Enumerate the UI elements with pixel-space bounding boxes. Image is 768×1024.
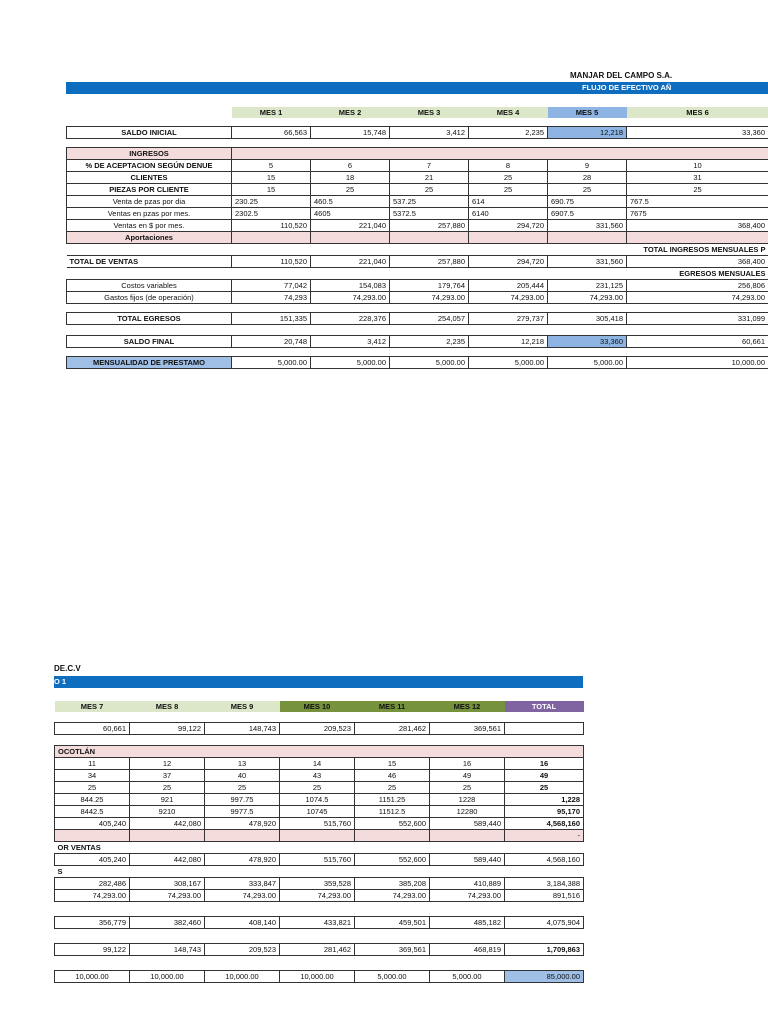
spacer: [67, 118, 768, 127]
costos-value: 308,167: [130, 878, 205, 890]
piezas-value: 25: [280, 782, 355, 794]
gastos-value: 74,293.00: [355, 890, 430, 902]
ventas_mes-value: 6140: [469, 208, 548, 220]
saldo_inicial-value: 33,360: [627, 127, 768, 139]
aportaciones-value: [430, 830, 505, 842]
aportaciones-value: [355, 830, 430, 842]
clientes-value: 28: [548, 172, 627, 184]
venta_dia-value: 1151.25: [355, 794, 430, 806]
aportaciones-value: [469, 232, 548, 244]
ventas_pesos-value: 515,760: [280, 818, 355, 830]
ventas_pesos-value: 442,080: [130, 818, 205, 830]
ocotlan-label: OCOTLÁN: [55, 746, 584, 758]
total_ventas-value: 4,568,160: [505, 854, 584, 866]
ventas_pesos-value: 294,720: [469, 220, 548, 232]
month-header: MES 6: [627, 107, 768, 118]
clientes-value: 40: [205, 770, 280, 782]
mensualidad-value: 10,000.00: [627, 357, 768, 369]
aportaciones-value: [232, 232, 311, 244]
spacer-row: [67, 139, 768, 148]
saldo_inicial-value: 15,748: [311, 127, 390, 139]
ventas_pesos-value: 4,568,160: [505, 818, 584, 830]
aportaciones-value: [627, 232, 768, 244]
costos-value: 333,847: [205, 878, 280, 890]
ventas_mes-value: 6907.5: [548, 208, 627, 220]
aceptacion-value: 14: [280, 758, 355, 770]
clientes-label: CLIENTES: [67, 172, 232, 184]
piezas-value: 25: [430, 782, 505, 794]
aceptacion-value: 15: [355, 758, 430, 770]
saldo_final-value: 20,748: [232, 336, 311, 348]
saldo_final-value: 148,743: [130, 944, 205, 956]
ingresos-label: INGRESOS: [67, 148, 232, 160]
aceptacion-value: 12: [130, 758, 205, 770]
saldo_final-value: 3,412: [311, 336, 390, 348]
month-header: MES 8: [130, 701, 205, 712]
total_egresos-value: 4,075,904: [505, 917, 584, 929]
aceptacion-value: 8: [469, 160, 548, 172]
gastos-value: 74,293: [232, 292, 311, 304]
saldo_final-value: 99,122: [55, 944, 130, 956]
costos-value: 359,528: [280, 878, 355, 890]
egresos-mensuales-label: EGRESOS MENSUALES: [679, 269, 766, 278]
aceptacion-value: 16: [505, 758, 584, 770]
ventas_mes-value: 7675: [627, 208, 768, 220]
month-header: MES 10: [280, 701, 355, 712]
aceptacion-value: 6: [311, 160, 390, 172]
piezas-value: 25: [311, 184, 390, 196]
total_egresos-value: 382,460: [130, 917, 205, 929]
aportaciones-total: -: [505, 830, 584, 842]
saldo_final-value: 1,709,863: [505, 944, 584, 956]
aceptacion-value: 13: [205, 758, 280, 770]
month-header: MES 3: [390, 107, 469, 118]
total_egresos-label: TOTAL EGRESOS: [67, 313, 232, 325]
saldo_inicial-row: [67, 127, 768, 139]
aportaciones-value: [311, 232, 390, 244]
venta_dia-value: 1074.5: [280, 794, 355, 806]
total_ventas-value: 478,920: [205, 854, 280, 866]
ventas_mes-value: 9210: [130, 806, 205, 818]
total_ventas-value: 442,080: [130, 854, 205, 866]
costos-row: [67, 280, 768, 292]
piezas-value: 25: [55, 782, 130, 794]
total_egresos-row: [67, 313, 768, 325]
venta_dia-label: Venta de pzas por dia: [67, 196, 232, 208]
ventas_pesos-label: Ventas en $ por mes.: [67, 220, 232, 232]
spacer: [55, 712, 584, 723]
aceptacion-value: 7: [390, 160, 469, 172]
saldo_final-row: [55, 944, 584, 956]
ventas_pesos-value: 110,520: [232, 220, 311, 232]
aportaciones-row: [55, 830, 584, 842]
aportaciones-value: [205, 830, 280, 842]
ventas_pesos-value: 478,920: [205, 818, 280, 830]
piezas-value: 25: [505, 782, 584, 794]
spacer-row: [67, 304, 768, 313]
venta_dia-value: 460.5: [311, 196, 390, 208]
costos-value: 3,184,388: [505, 878, 584, 890]
saldo_final-value: 60,661: [627, 336, 768, 348]
mensualidad-row: [67, 357, 768, 369]
aportaciones-label: Aportaciones: [67, 232, 232, 244]
clientes-value: 21: [390, 172, 469, 184]
month-header: MES 2: [311, 107, 390, 118]
spacer: [55, 902, 584, 917]
spacer: [67, 348, 768, 357]
ventas_pesos-value: 368,400: [627, 220, 768, 232]
ventas_pesos-value: 331,560: [548, 220, 627, 232]
costos-value: 205,444: [469, 280, 548, 292]
total_egresos-value: 305,418: [548, 313, 627, 325]
month-header: MES 4: [469, 107, 548, 118]
costos-value: 385,208: [355, 878, 430, 890]
saldo_inicial-value: 3,412: [390, 127, 469, 139]
gastos-value: 74,293.00: [390, 292, 469, 304]
spacer: [67, 304, 768, 313]
aceptacion-row: [67, 160, 768, 172]
aceptacion-value: 11: [55, 758, 130, 770]
piezas-value: 25: [130, 782, 205, 794]
total_ventas-value: 589,440: [430, 854, 505, 866]
costos-value: 282,486: [55, 878, 130, 890]
ventas_mes-row: [67, 208, 768, 220]
month-header: MES 11: [355, 701, 430, 712]
piezas-row: [67, 184, 768, 196]
piezas-value: 25: [205, 782, 280, 794]
total-ventas-value: 294,720: [469, 256, 548, 268]
piezas-value: 25: [355, 782, 430, 794]
gastos-value: 74,293.00: [280, 890, 355, 902]
total_egresos-value: 279,737: [469, 313, 548, 325]
total-ventas-label: TOTAL DE VENTAS: [67, 256, 232, 268]
costos-value: 77,042: [232, 280, 311, 292]
ventas_pesos-row: [67, 220, 768, 232]
piezas-value: 25: [469, 184, 548, 196]
clientes-value: 37: [130, 770, 205, 782]
spacer-row: [67, 325, 768, 336]
piezas-value: 25: [627, 184, 768, 196]
gastos-value: 74,293.00: [205, 890, 280, 902]
s-frag-row: [55, 866, 584, 878]
mensualidad-value: 5,000.00: [390, 357, 469, 369]
company-name: MANJAR DEL CAMPO S.A.: [570, 71, 673, 80]
aceptacion-value: 16: [430, 758, 505, 770]
piezas-label: PIEZAS POR CLIENTE: [67, 184, 232, 196]
total_egresos-value: 485,182: [430, 917, 505, 929]
total-ingresos-mensuales-row: [67, 244, 768, 256]
mensualidad-value: 5,000.00: [311, 357, 390, 369]
total_ventas-value: 515,760: [280, 854, 355, 866]
piezas-value: 15: [232, 184, 311, 196]
clientes-value: 46: [355, 770, 430, 782]
company-name-tail: DE.C.V: [54, 664, 81, 673]
total_egresos-value: 228,376: [311, 313, 390, 325]
cashflow-table-top: [66, 107, 768, 369]
aportaciones-value: [280, 830, 355, 842]
aportaciones-value: [130, 830, 205, 842]
gastos-value: 74,293.00: [55, 890, 130, 902]
mensualidad-value: 10,000.00: [205, 971, 280, 983]
gastos-value: 74,293.00: [548, 292, 627, 304]
or-ventas-label: OR VENTAS: [57, 843, 101, 852]
saldo_inicial-value: [505, 723, 584, 735]
total_egresos-value: 408,140: [205, 917, 280, 929]
piezas-value: 25: [548, 184, 627, 196]
spacer: [55, 929, 584, 944]
month-header: MES 5: [548, 107, 627, 118]
saldo_final-row: [67, 336, 768, 348]
ventas_pesos-value: 405,240: [55, 818, 130, 830]
venta_dia-value: 997.75: [205, 794, 280, 806]
aceptacion-value: 10: [627, 160, 768, 172]
piezas-value: 25: [390, 184, 469, 196]
saldo_inicial-value: 148,743: [205, 723, 280, 735]
month-header: MES 1: [232, 107, 311, 118]
spacer-row: [55, 929, 584, 944]
month-header-row: [67, 107, 768, 118]
clientes-value: 25: [469, 172, 548, 184]
venta_dia-value: 767.5: [627, 196, 768, 208]
spacer-row: [55, 956, 584, 971]
venta_dia-value: 230.25: [232, 196, 311, 208]
costos-value: 231,125: [548, 280, 627, 292]
saldo_inicial-value: 60,661: [55, 723, 130, 735]
saldo_inicial-value: 12,218: [548, 127, 627, 139]
mensualidad-label: MENSUALIDAD DE PRESTAMO: [67, 357, 232, 369]
total-ventas-value: 331,560: [548, 256, 627, 268]
spacer-row: [55, 712, 584, 723]
aceptacion-value: 9: [548, 160, 627, 172]
saldo_inicial-value: 281,462: [355, 723, 430, 735]
month-header: TOTAL: [505, 701, 584, 712]
costos-label: Costos variables: [67, 280, 232, 292]
s-fragment-label: S: [57, 867, 63, 876]
mensualidad-value: 5,000.00: [548, 357, 627, 369]
saldo_inicial-value: 209,523: [280, 723, 355, 735]
venta_dia-value: 614: [469, 196, 548, 208]
band-title-tail: O 1: [54, 677, 67, 686]
aceptacion-label: % DE ACEPTACION SEGÚN DENUE: [67, 160, 232, 172]
ventas_mes-value: 4605: [311, 208, 390, 220]
venta_dia-value: 921: [130, 794, 205, 806]
band-title: FLUJO DE EFECTIVO AÑ: [582, 83, 672, 92]
mensualidad-value: 85,000.00: [505, 971, 584, 983]
aportaciones-value: [548, 232, 627, 244]
clientes-row: [67, 172, 768, 184]
ventas_mes-value: 8442.5: [55, 806, 130, 818]
aceptacion-row: [55, 758, 584, 770]
saldo_final-value: 369,561: [355, 944, 430, 956]
blank-cell: [67, 268, 232, 280]
month-header: MES 9: [205, 701, 280, 712]
ventas_pesos-value: 221,040: [311, 220, 390, 232]
venta_dia-value: 1228: [430, 794, 505, 806]
ingresos-row: [67, 148, 768, 160]
venta_dia-value: 690.75: [548, 196, 627, 208]
spacer: [67, 325, 768, 336]
venta_dia-row: [55, 794, 584, 806]
ventas_pesos-value: 589,440: [430, 818, 505, 830]
total-ventas-value: 257,880: [390, 256, 469, 268]
mensualidad-value: 10,000.00: [130, 971, 205, 983]
saldo_inicial-value: 99,122: [130, 723, 205, 735]
costos-row: [55, 878, 584, 890]
clientes-value: 18: [311, 172, 390, 184]
ventas_mes-value: 2302.5: [232, 208, 311, 220]
saldo_inicial-label: SALDO INICIAL: [67, 127, 232, 139]
aportaciones-value: [390, 232, 469, 244]
clientes-row: [55, 770, 584, 782]
spacer: [55, 735, 584, 746]
month-header: MES 7: [55, 701, 130, 712]
costos-value: 256,806: [627, 280, 768, 292]
spacer-row: [67, 118, 768, 127]
gastos-value: 891,516: [505, 890, 584, 902]
saldo_final-label: SALDO FINAL: [67, 336, 232, 348]
saldo_final-value: 33,360: [548, 336, 627, 348]
total_egresos-value: 331,099: [627, 313, 768, 325]
total_egresos-value: 356,779: [55, 917, 130, 929]
ingresos-band: [232, 148, 768, 160]
mensualidad-value: 5,000.00: [355, 971, 430, 983]
saldo_final-value: 12,218: [469, 336, 548, 348]
saldo_final-value: 281,462: [280, 944, 355, 956]
saldo_inicial-value: 369,561: [430, 723, 505, 735]
mensualidad-value: 5,000.00: [232, 357, 311, 369]
total_egresos-value: 459,501: [355, 917, 430, 929]
venta_dia-row: [67, 196, 768, 208]
gastos-value: 74,293.00: [311, 292, 390, 304]
spacer-row: [55, 902, 584, 917]
ventas_mes-value: 10745: [280, 806, 355, 818]
clientes-value: 49: [430, 770, 505, 782]
total_egresos-value: 433,821: [280, 917, 355, 929]
saldo_final-value: 209,523: [205, 944, 280, 956]
clientes-value: 15: [232, 172, 311, 184]
venta_dia-value: 844.25: [55, 794, 130, 806]
blank-cell: [67, 107, 232, 118]
title-band-tail: [54, 676, 583, 688]
gastos-value: 74,293.00: [430, 890, 505, 902]
ventas_mes-value: 95,170: [505, 806, 584, 818]
gastos-value: 74,293.00: [130, 890, 205, 902]
mensualidad-value: 10,000.00: [280, 971, 355, 983]
gastos-row: [67, 292, 768, 304]
mensualidad-value: 10,000.00: [55, 971, 130, 983]
aportaciones-row: [67, 232, 768, 244]
clientes-value: 34: [55, 770, 130, 782]
spacer-row: [55, 735, 584, 746]
total-ingresos-mensuales-label: TOTAL INGRESOS MENSUALES P: [643, 245, 766, 254]
costos-value: 179,764: [390, 280, 469, 292]
ventas_mes-label: Ventas en pzas por mes.: [67, 208, 232, 220]
venta_dia-value: 537.25: [390, 196, 469, 208]
spacer: [67, 139, 768, 148]
venta_dia-value: 1,228: [505, 794, 584, 806]
total_ventas-row: [67, 256, 768, 268]
ventas_mes-value: 5372.5: [390, 208, 469, 220]
ventas_mes-value: 11512.5: [355, 806, 430, 818]
clientes-value: 43: [280, 770, 355, 782]
total-ventas-value: 368,400: [627, 256, 768, 268]
ventas_pesos-row: [55, 818, 584, 830]
month-header-row: [55, 701, 584, 712]
total_ventas-value: 405,240: [55, 854, 130, 866]
blank-cell: [67, 244, 232, 256]
clientes-value: 31: [627, 172, 768, 184]
saldo_final-value: 468,819: [430, 944, 505, 956]
gastos-row: [55, 890, 584, 902]
ventas_pesos-value: 257,880: [390, 220, 469, 232]
total_egresos-row: [55, 917, 584, 929]
ventas_mes-value: 12280: [430, 806, 505, 818]
ocotlan-row: [55, 746, 584, 758]
spacer-row: [67, 348, 768, 357]
piezas-row: [55, 782, 584, 794]
saldo_inicial-value: 2,235: [469, 127, 548, 139]
ventas_pesos-value: 552,600: [355, 818, 430, 830]
total_ventas-value: 552,600: [355, 854, 430, 866]
or-ventas-row: [55, 842, 584, 854]
mensualidad-value: 5,000.00: [469, 357, 548, 369]
egresos-mensuales-row: [67, 268, 768, 280]
mensualidad-value: 5,000.00: [430, 971, 505, 983]
mensualidad-row: [55, 971, 584, 983]
total_egresos-value: 254,057: [390, 313, 469, 325]
aceptacion-value: 5: [232, 160, 311, 172]
total_egresos-value: 151,335: [232, 313, 311, 325]
cashflow-table-bottom: [54, 701, 584, 983]
total_ventas-row: [55, 854, 584, 866]
month-header: MES 12: [430, 701, 505, 712]
ventas_mes-row: [55, 806, 584, 818]
saldo_inicial-row: [55, 723, 584, 735]
saldo_final-value: 2,235: [390, 336, 469, 348]
saldo_inicial-value: 66,563: [232, 127, 311, 139]
gastos-value: 74,293.00: [469, 292, 548, 304]
costos-value: 154,083: [311, 280, 390, 292]
gastos-label: Gastos fijos (de operación): [67, 292, 232, 304]
costos-value: 410,889: [430, 878, 505, 890]
total-ventas-value: 221,040: [311, 256, 390, 268]
spacer: [55, 956, 584, 971]
clientes-value: 49: [505, 770, 584, 782]
total-ventas-value: 110,520: [232, 256, 311, 268]
ventas_mes-value: 9977.5: [205, 806, 280, 818]
aportaciones-value: [55, 830, 130, 842]
gastos-value: 74,293.00: [627, 292, 768, 304]
